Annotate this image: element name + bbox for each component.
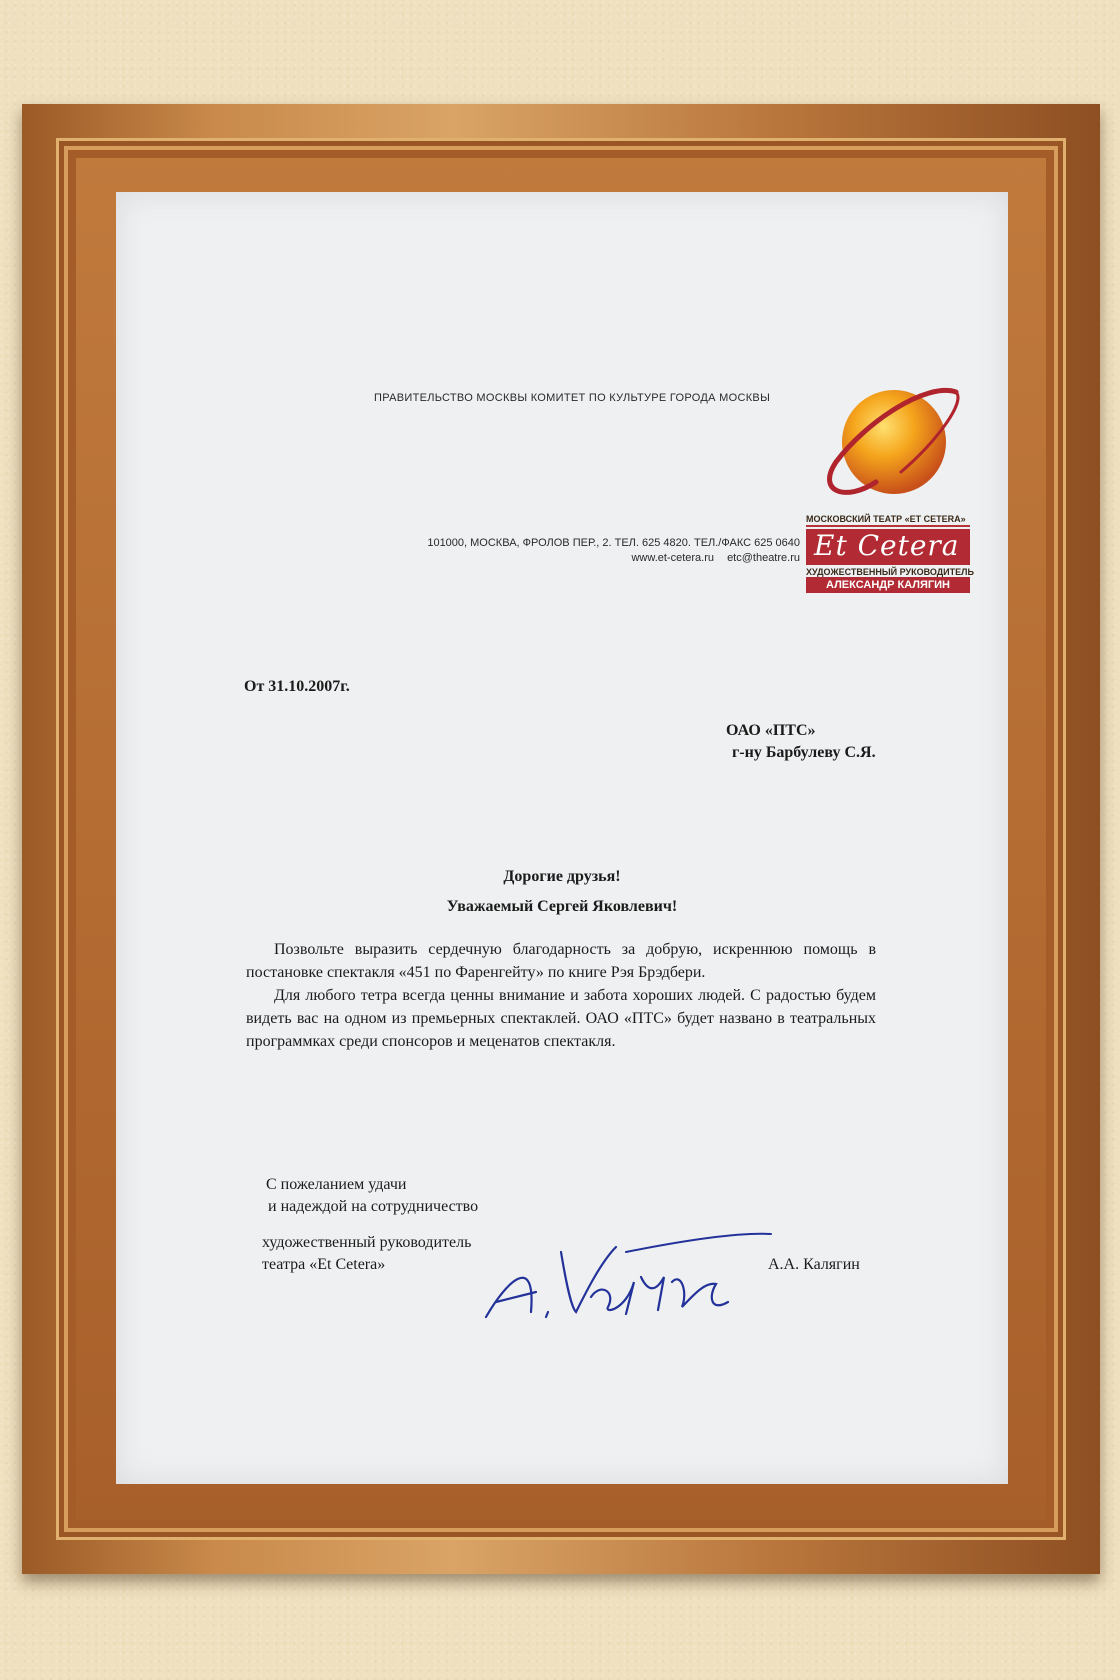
government-line: ПРАВИТЕЛЬСТВО МОСКВЫ КОМИТЕТ ПО КУЛЬТУРЕ ГОРОДА МОСКВЫ bbox=[374, 392, 771, 404]
signer-role bbox=[262, 1232, 471, 1276]
logo-script-band bbox=[806, 529, 970, 565]
email: etc@theatre.ru bbox=[727, 552, 800, 564]
theatre-logo bbox=[806, 382, 976, 602]
website: www.et-cetera.ru bbox=[631, 552, 714, 564]
closing-line-1: С пожеланием удачи bbox=[266, 1176, 407, 1193]
closing bbox=[266, 1174, 478, 1218]
closing-line-2: и надеждой на сотрудничество bbox=[268, 1198, 479, 1215]
paragraph-thanks: Позвольте выразить сердечную благодарность за добрую, искреннюю помощь в постановке спектакля «451 по Фаренгейту» по книге Рэя Брэдбери. bbox=[246, 941, 876, 981]
greeting-person: Уважаемый Сергей Яковлевич! bbox=[446, 898, 678, 915]
greeting-friends: Дорогие друзья! bbox=[503, 868, 621, 885]
letter-body bbox=[246, 938, 876, 1053]
letter-date: От 31.10.2007г. bbox=[244, 678, 350, 695]
addressee bbox=[726, 720, 876, 764]
logo-director-title: ХУДОЖЕСТВЕННЫЙ РУКОВОДИТЕЛЬ bbox=[806, 567, 974, 577]
handwritten-signature bbox=[476, 1222, 776, 1332]
address-line: 101000, МОСКВА, ФРОЛОВ ПЕР., 2. ТЕЛ. 625 4820. ТЕЛ./ФАКС 625 0640 bbox=[427, 537, 800, 549]
signer-role-line-1: художественный руководитель bbox=[262, 1234, 472, 1251]
logo-text-block bbox=[806, 514, 974, 593]
contacts-line bbox=[427, 551, 800, 566]
addressee-org: ОАО «ПТС» bbox=[726, 722, 816, 739]
signer-name: А.А. Калягин bbox=[768, 1256, 860, 1273]
picture-frame bbox=[22, 104, 1100, 1574]
orbit-sphere-icon bbox=[806, 382, 976, 512]
logo-director-name: АЛЕКСАНДР КАЛЯГИН bbox=[806, 577, 970, 593]
letter-page bbox=[116, 192, 1008, 1484]
logo-script-text: Et Cetera bbox=[814, 529, 960, 562]
addressee-person: г-ну Барбулеву С.Я. bbox=[732, 744, 876, 761]
logo-theatre-name: МОСКОВСКИЙ ТЕАТР «ET CETERA» bbox=[806, 514, 970, 527]
paragraph-invitation: Для любого тетра всегда ценны внимание и забота хороших людей. С радостью будем видеть вас на одном из премьерных спектаклей. ОАО «ПТС» будет названо в театральных программках среди спонсоров и меценатов спектакля. bbox=[246, 987, 876, 1050]
signer-role-line-2: театра «Et Cetera» bbox=[262, 1256, 386, 1273]
letterhead-address bbox=[427, 536, 800, 566]
greeting bbox=[116, 862, 1008, 922]
